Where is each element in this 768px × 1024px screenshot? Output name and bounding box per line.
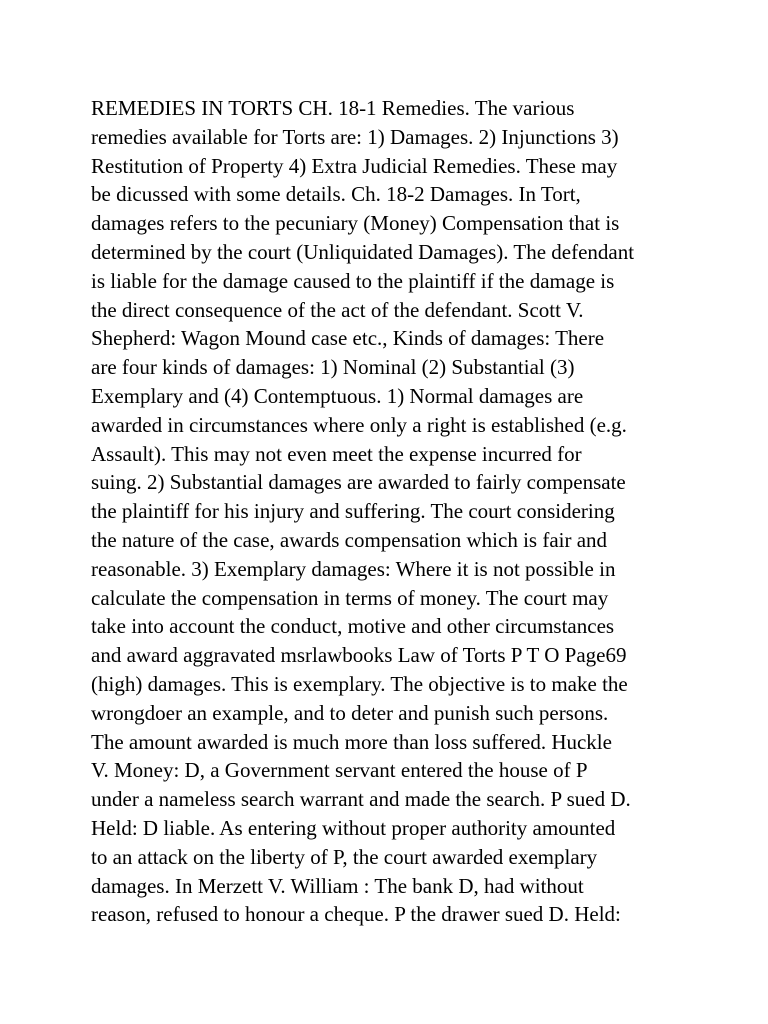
text-line: the direct consequence of the act of the defendant. Scott V. [91, 297, 584, 322]
text-line: awarded in circumstances where only a right is established (e.g. [91, 412, 627, 437]
text-line: calculate the compensation in terms of money. The court may [91, 585, 609, 610]
text-line: Assault). This may not even meet the expense incurred for [91, 441, 582, 466]
text-line: damages. In Merzett V. William : The bank D, had without [91, 873, 584, 898]
text-line: and award aggravated msrlawbooks Law of Torts P T O Page69 [91, 643, 627, 668]
text-line: V. Money: D, a Government servant entered the house of P [91, 758, 588, 783]
text-line: be dicussed with some details. Ch. 18-2 Damages. In Tort, [91, 182, 581, 207]
text-line: REMEDIES IN TORTS CH. 18-1 Remedies. The various [91, 96, 575, 120]
text-line: are four kinds of damages: 1) Nominal (2) Substantial (3) [91, 355, 575, 380]
body-text [91, 94, 691, 929]
text-line: Shepherd: Wagon Mound case etc., Kinds of damages: There [91, 326, 605, 351]
text-line: is liable for the damage caused to the plaintiff if the damage is [91, 268, 615, 293]
text-line: reasonable. 3) Exemplary damages: Where it is not possible in [91, 556, 616, 581]
text-line: take into account the conduct, motive and other circumstances [91, 614, 615, 639]
text-line: determined by the court (Unliquidated Damages). The defendant [91, 239, 635, 264]
text-line: to an attack on the liberty of P, the court awarded exemplary [91, 844, 598, 869]
text-line: under a nameless search warrant and made the search. P sued D. [91, 787, 631, 812]
text-line: Held: D liable. As entering without proper authority amounted [91, 815, 616, 840]
text-line: The amount awarded is much more than loss suffered. Huckle [91, 729, 612, 754]
text-line: damages refers to the pecuniary (Money) Compensation that is [91, 211, 620, 236]
text-line: reason, refused to honour a cheque. P the drawer sued D. Held: [91, 902, 621, 927]
text-line: wrongdoer an example, and to deter and punish such persons. [91, 700, 609, 725]
text-line: remedies available for Torts are: 1) Damages. 2) Injunctions 3) [91, 124, 619, 149]
text-line: (high) damages. This is exemplary. The objective is to make the [91, 671, 628, 696]
text-line: the nature of the case, awards compensation which is fair and [91, 527, 608, 552]
text-line: the plaintiff for his injury and suffering. The court considering [91, 499, 615, 524]
text-line: Exemplary and (4) Contemptuous. 1) Normal damages are [91, 383, 584, 408]
text-line: Restitution of Property 4) Extra Judicial Remedies. These may [91, 153, 618, 178]
text-line: suing. 2) Substantial damages are awarded to fairly compensate [91, 470, 626, 495]
